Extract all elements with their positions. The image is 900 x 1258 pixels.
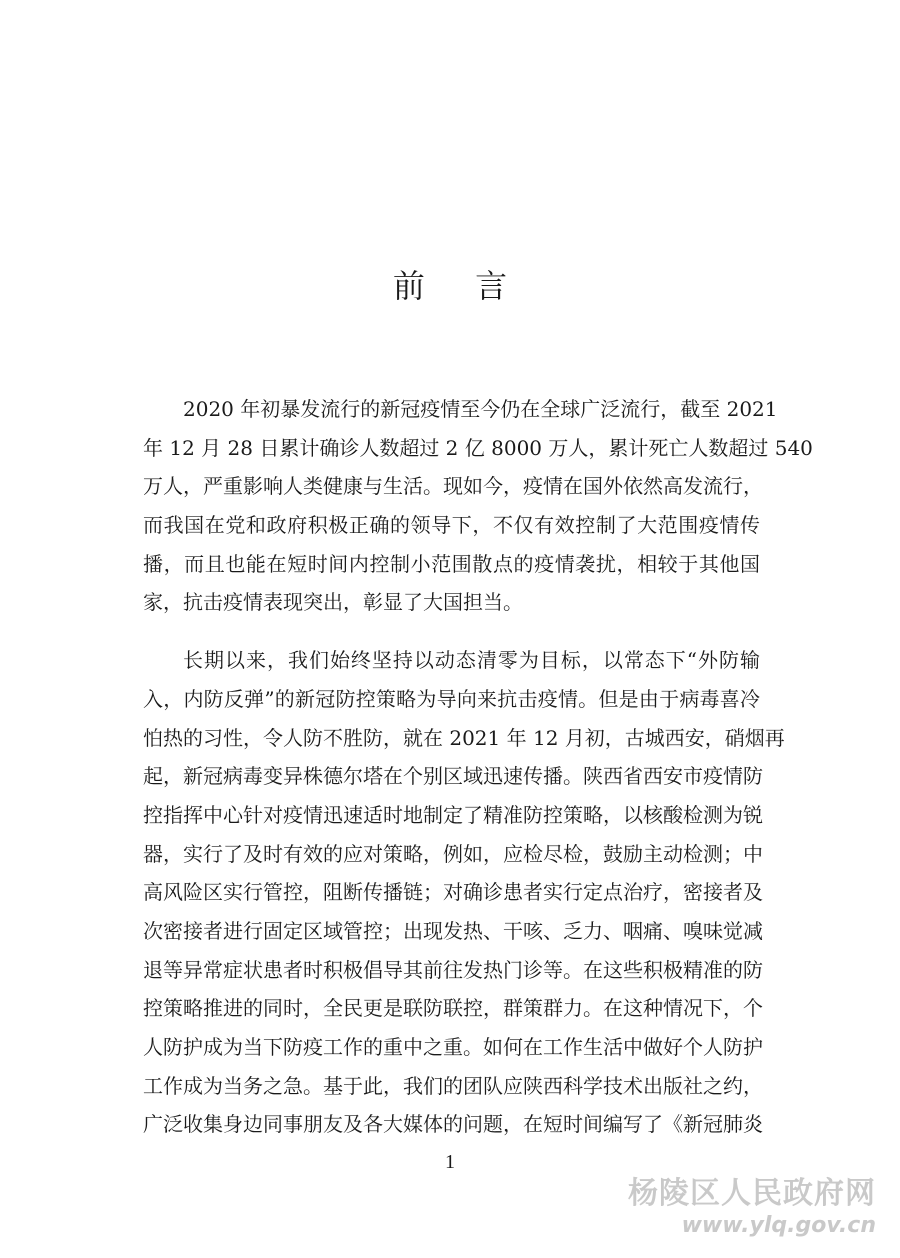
text-line: 人防护成为当下防疫工作的重中之重。如何在工作生活中做好个人防护 [143, 1035, 763, 1059]
text-line: 家，抗击疫情表现突出，彰显了大国担当。 [143, 590, 523, 615]
page-number: 1 [445, 1151, 455, 1173]
text-line: 播，而且也能在短时间内控制小范围散点的疫情袭扰，相较于其他国 [143, 551, 760, 576]
text-line: 怕热的习性，令人防不胜防，就在 2021 年 12 月初，古城西安，硝烟再 [143, 725, 785, 750]
text-line: 年 12 月 28 日累计确诊人数超过 2 亿 8000 万人，累计死亡人数超过 540 [143, 435, 813, 460]
page-title: 前 言 [392, 267, 528, 305]
text-line: 而我国在党和政府积极正确的领导下，不仅有效控制了大范围疫情传 [143, 513, 760, 538]
text-line: 控指挥中心针对疫情迅速适时地制定了精准防控策略，以核酸检测为锐 [143, 802, 763, 827]
text-line: 万人，严重影响人类健康与生活。现如今，疫情在国外依然高发流行， [143, 474, 763, 499]
text-line: 入，内防反弹”的新冠防控策略为导向来抗击疫情。但是由于病毒喜冷 [143, 686, 760, 711]
text-line: 高风险区实行管控，阻断传播链；对确诊患者实行定点治疗，密接者及 [143, 880, 763, 905]
text-line: 广泛收集身边同事朋友及各大媒体的问题，在短时间编写了《新冠肺炎 [143, 1112, 763, 1137]
text-line: 器，实行了及时有效的应对策略，例如，应检尽检，鼓励主动检测；中 [143, 841, 763, 866]
watermark-url: www.ylq.gov.cn [681, 1213, 876, 1238]
text-line: 次密接者进行固定区域管控；出现发热、干咳、乏力、咽痛、嗅味觉减 [143, 918, 763, 943]
site-watermark [628, 1176, 876, 1240]
text-line: 起，新冠病毒变异株德尔塔在个别区域迅速传播。陕西省西安市疫情防 [143, 764, 763, 789]
text-line: 控策略推进的同时，全民更是联防联控，群策群力。在这种情况下，个 [143, 996, 763, 1021]
paragraph-gap [143, 622, 760, 641]
watermark-site-name: 杨陵区人民政府网 [628, 1176, 876, 1211]
body-text [143, 390, 813, 1144]
paragraph-1 [143, 390, 813, 622]
text-line: 工作成为当务之急。基于此，我们的团队应陕西科学技术出版社之约， [143, 1073, 763, 1098]
text-line: 长期以来，我们始终坚持以动态清零为目标，以常态下“外防输 [183, 648, 760, 673]
paragraph-2 [143, 641, 785, 1144]
text-line: 退等异常症状患者时积极倡导其前往发热门诊等。在这些积极精准的防 [143, 957, 763, 982]
text-line: 2020 年初暴发流行的新冠疫情至今仍在全球广泛流行，截至 2021 [183, 397, 778, 421]
